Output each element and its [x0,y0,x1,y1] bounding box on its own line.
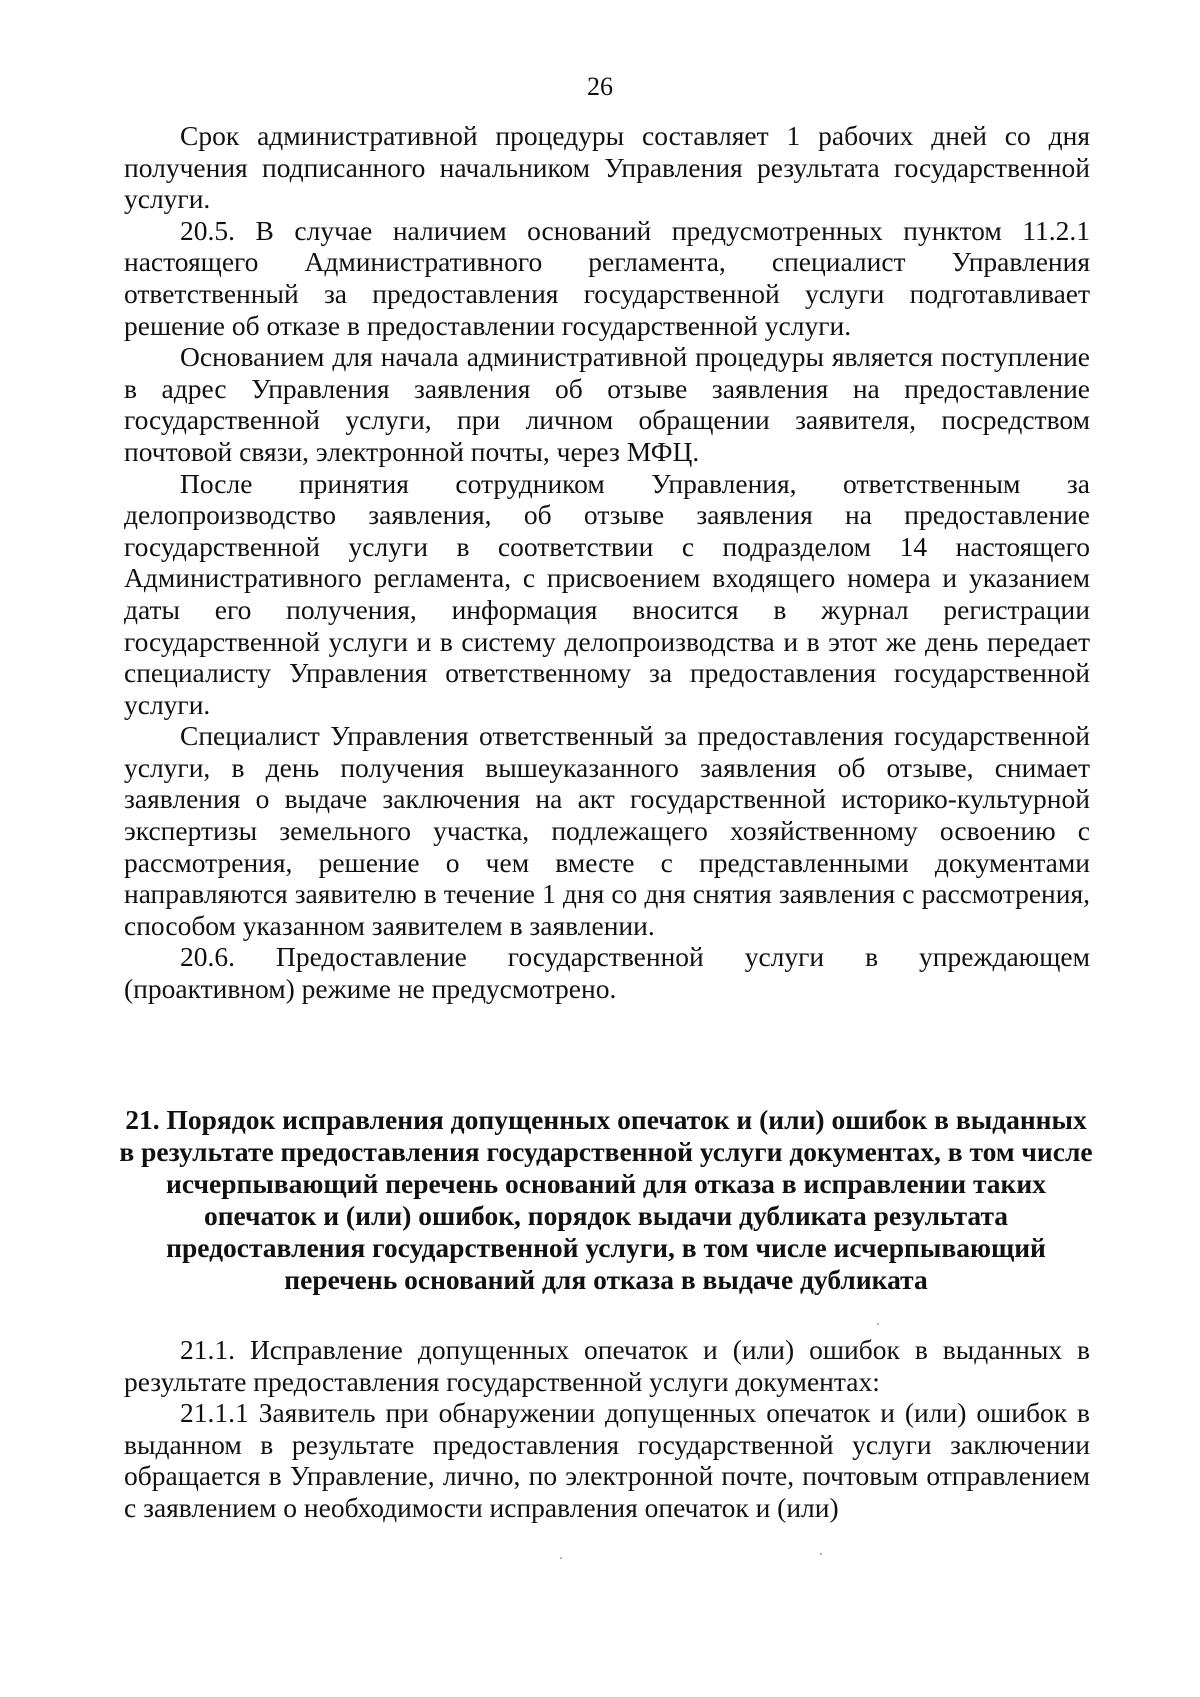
paragraph-21-1-1: 21.1.1 Заявитель при обнаружении допущенных опечаток и (или) ошибок в выданном в результате предоставления государственной услуги заключении обращается в Управление, лично, по электронной почте, почтовым отправлением с заявлением о необходимости исправления опечаток и (или) [124,1397,1090,1523]
scan-speck [820,1553,822,1555]
scan-speck [560,1557,562,1559]
paragraph-20-6: 20.6. Предоставление государственной услуги в упреждающем (проактивном) режиме не предусмотрено. [124,941,1090,1005]
paragraph-basis: Основанием для начала административной процедуры является поступление в адрес Управления заявления об отзыве заявления на предоставление государственной услуги, при личном обращении заявителя, посредством почтовой связи, электронной почты, через МФЦ. [124,341,1090,467]
section-20-body [124,120,1090,1005]
paragraph-21-1: 21.1. Исправление допущенных опечаток и (или) ошибок в выданных в результате предоставления государственной услуги документах: [124,1334,1090,1397]
paragraph-20-5: 20.5. В случае наличием оснований предусмотренных пунктом 11.2.1 настоящего Административного регламента, специалист Управления ответственный за предоставления государственной услуги подготавливает решение об отказе в предоставлении государственной услуги. [124,214,1090,341]
paragraph-procedure-term: Срок административной процедуры составляет 1 рабочих дней со дня получения подписанного начальником Управления результата государственной услуги. [124,120,1090,215]
section-21-heading: 21. Порядок исправления допущенных опечаток и (или) ошибок в выданных в результате предоставления государственной услуги документах, в том числе исчерпывающий перечень оснований для отказа в исправлении таких опечаток и (или) ошибок, порядок выдачи дубликата результата предоставления государственной услуги, в том числе исчерпывающий перечень оснований для отказа в выдаче дубликата [119,1104,1093,1295]
section-21-body [124,1334,1090,1524]
page-number: 26 [587,72,613,101]
paragraph-after-acceptance: После принятия сотрудником Управления, ответственным за делопроизводство заявления, об отзыве заявления на предоставление государственной услуги в соответствии с подразделом 14 настоящего Административного регламента, с присвоением входящего номера и указанием даты его получения, информация вносится в журнал регистрации государственной услуги и в систему делопроизводства и в этот же день передает специалисту Управления ответственному за предоставления государственной услуги. [124,467,1090,720]
paragraph-specialist: Специалист Управления ответственный за предоставления государственной услуги, в день получения вышеуказанного заявления об отзыве, снимает заявления о выдаче заключения на акт государственной историко-культурной экспертизы земельного участка, подлежащего хозяйственному освоению с рассмотрения, решение о чем вместе с представленными документами направляются заявителю в течение 1 дня со дня снятия заявления с рассмотрения, способом указанном заявителем в заявлении. [124,720,1090,941]
scan-speck [877,1323,879,1325]
